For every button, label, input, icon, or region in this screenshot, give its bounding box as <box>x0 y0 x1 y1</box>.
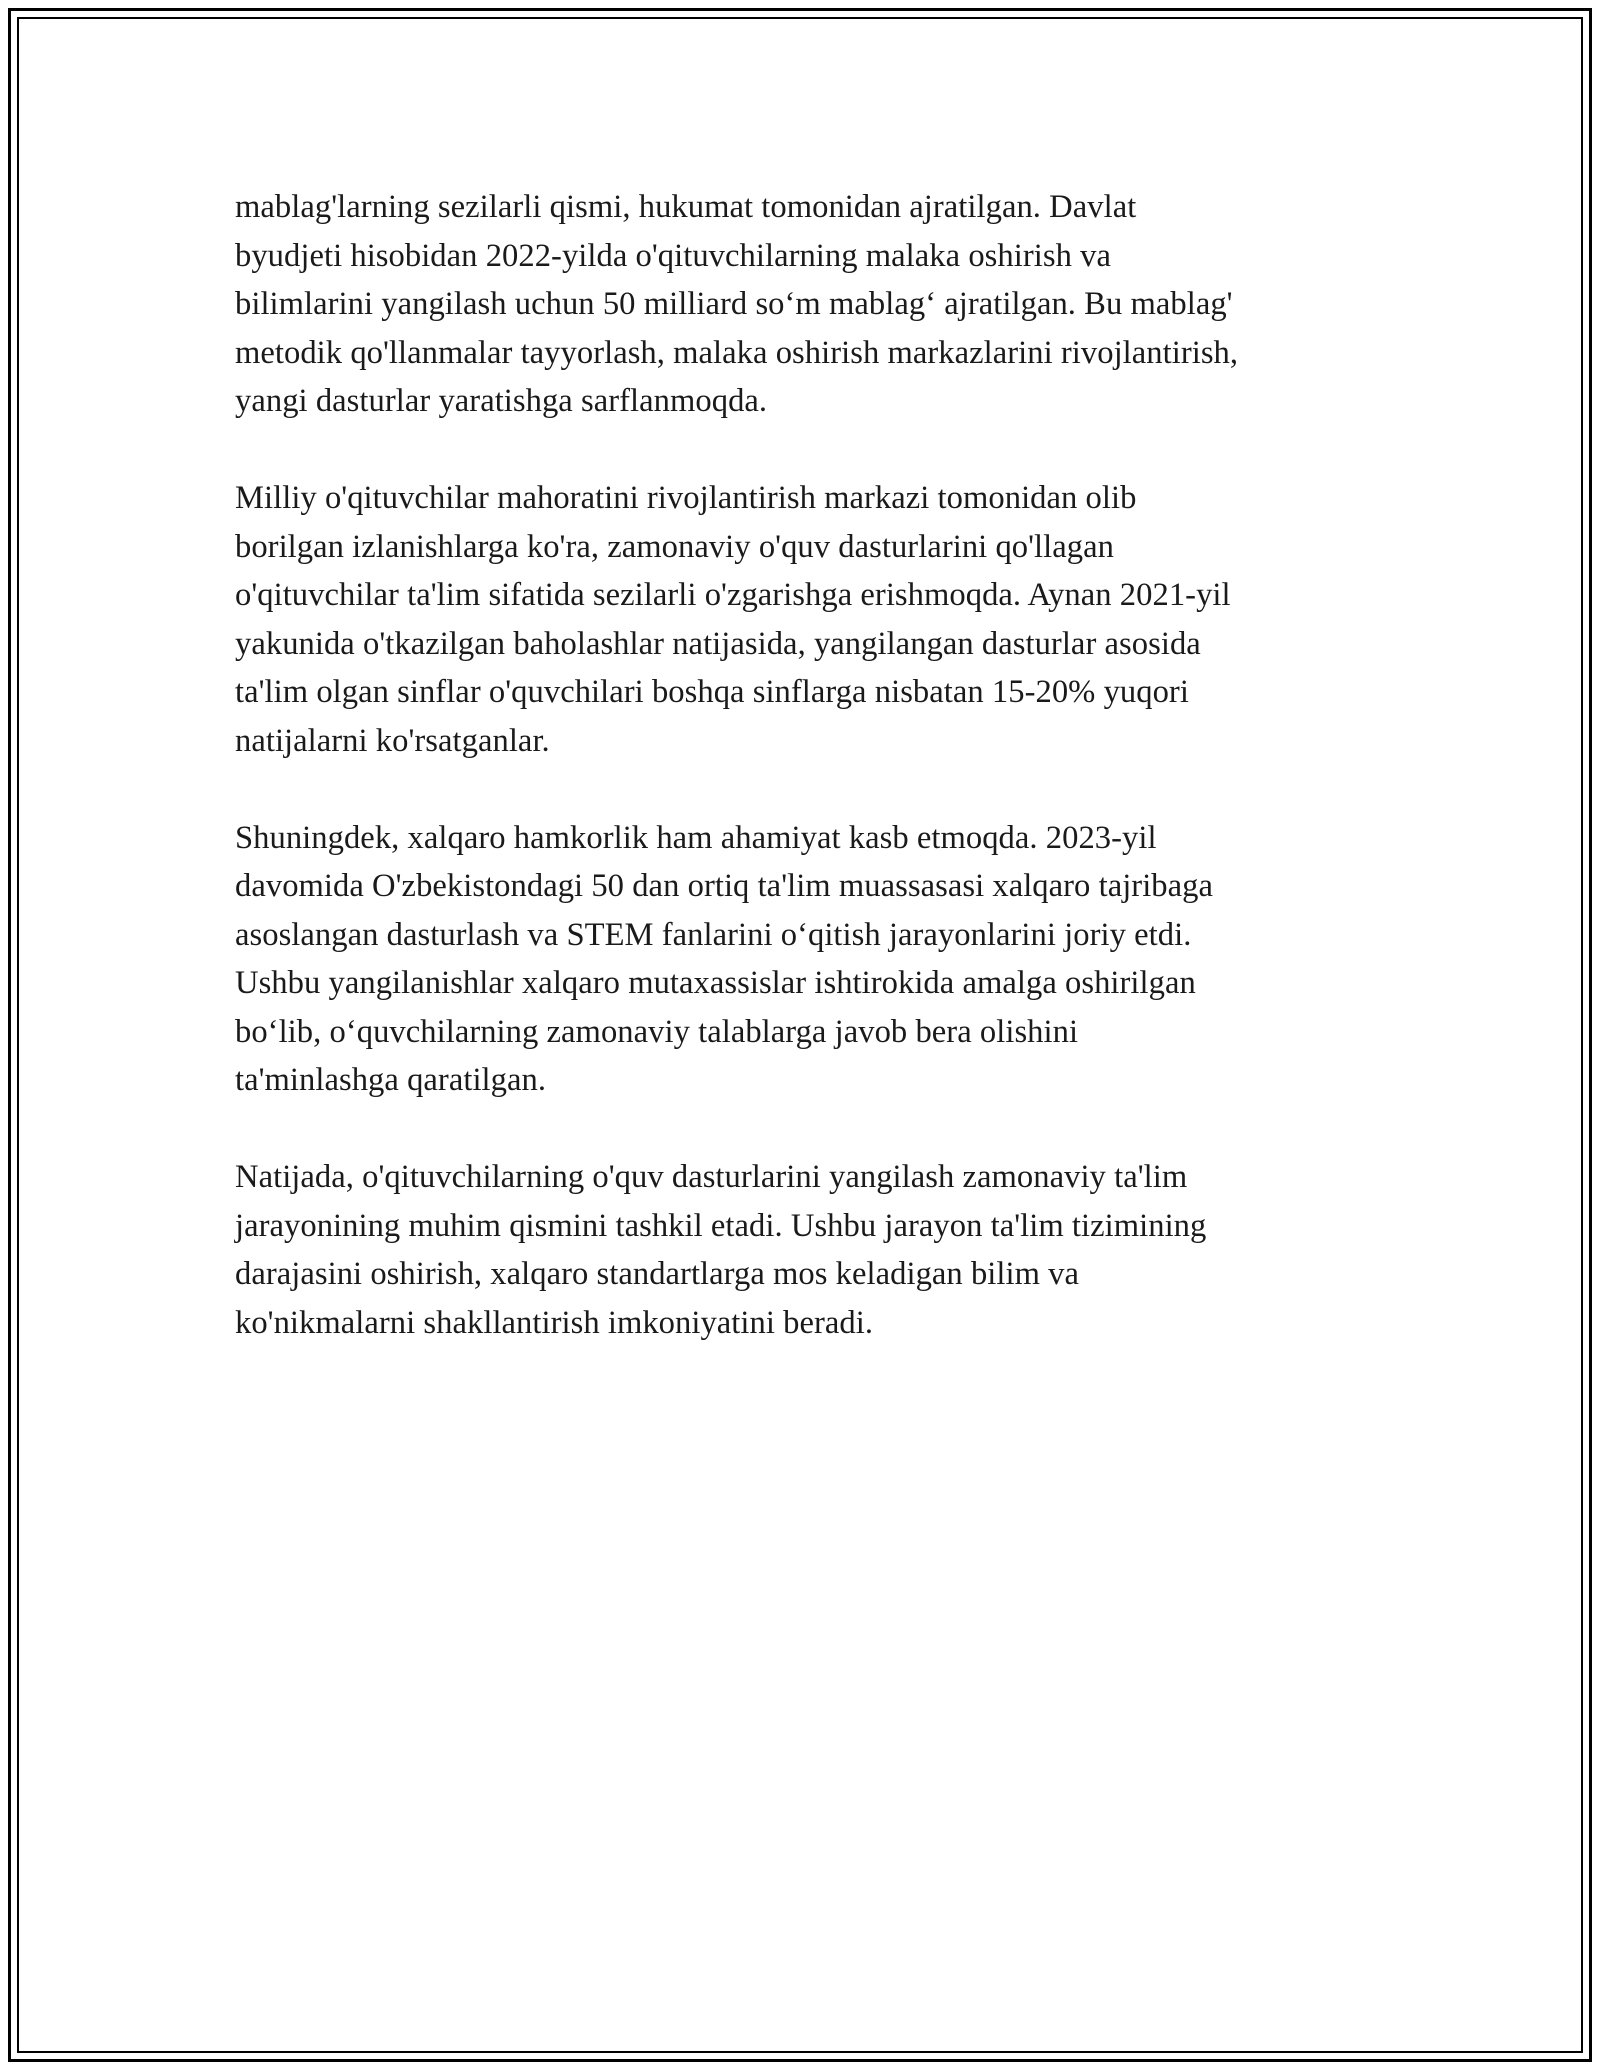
paragraph-line: yangi dasturlar yaratishga sarflanmoqda. <box>235 383 768 419</box>
paragraph-line: mablag'larning sezilarli qismi, hukumat tomonidan ajratilgan. Davlat <box>235 189 1137 225</box>
paragraph-line: ta'lim olgan sinflar o'quvchilari boshqa sinflarga nisbatan 15-20% yuqori <box>235 674 1189 710</box>
paragraph-line: bilimlarini yangilash uchun 50 milliard so‘m mablag‘ ajratilgan. Bu mablag' <box>235 286 1233 322</box>
paragraph-line: borilgan izlanishlarga ko'ra, zamonaviy o'quv dasturlarini qo'llagan <box>235 528 1114 565</box>
paragraph-line: davomida O'zbekistondagi 50 dan ortiq ta'lim muassasasi xalqaro tajribaga <box>235 868 1214 904</box>
paragraph-line: yakunida o'tkazilgan baholashlar natijasida, yangilangan dasturlar asosida <box>235 625 1201 662</box>
paragraph-line: Shuningdek, xalqaro hamkorlik ham ahamiyat kasb etmoqda. 2023-yil <box>235 819 1157 856</box>
paragraph-1 <box>235 183 1375 426</box>
paragraph-line: ta'minlashga qaratilgan. <box>235 1062 547 1098</box>
paragraph-line: metodik qo'llanmalar tayyorlash, malaka oshirish markazlarini rivojlantirish, <box>235 334 1239 371</box>
paragraph-line: jarayonining muhim qismini tashkil etadi. Ushbu jarayon ta'lim tizimining <box>235 1207 1207 1244</box>
paragraph-line: o'qituvchilar ta'lim sifatida sezilarli o'zgarishga erishmoqda. Aynan 2021-yil <box>235 577 1231 613</box>
paragraph-line: asoslangan dasturlash va STEM fanlarini o‘qitish jarayonlarini joriy etdi. <box>235 916 1192 953</box>
paragraph-2 <box>235 474 1375 765</box>
paragraph-line: byudjeti hisobidan 2022-yilda o'qituvchilarning malaka oshirish va <box>235 237 1111 274</box>
paragraph-line: Natijada, o'qituvchilarning o'quv dasturlarini yangilash zamonaviy ta'lim <box>235 1159 1188 1195</box>
paragraph-line: Ushbu yangilanishlar xalqaro mutaxassislar ishtirokida amalga oshirilgan <box>235 965 1196 1001</box>
paragraph-line: natijalarni ko'rsatganlar. <box>235 722 550 759</box>
paragraph-line: ko'nikmalarni shakllantirish imkoniyatini beradi. <box>235 1304 874 1341</box>
paragraph-line: bo‘lib, o‘quvchilarning zamonaviy talablarga javob bera olishini <box>235 1013 1079 1050</box>
paragraph-line: Milliy o'qituvchilar mahoratini rivojlantirish markazi tomonidan olib <box>235 480 1137 516</box>
document-body <box>235 183 1375 1347</box>
paragraph-3 <box>235 814 1375 1105</box>
paragraph-4 <box>235 1153 1375 1347</box>
paragraph-line: darajasini oshirish, xalqaro standartlarga mos keladigan bilim va <box>235 1256 1080 1292</box>
